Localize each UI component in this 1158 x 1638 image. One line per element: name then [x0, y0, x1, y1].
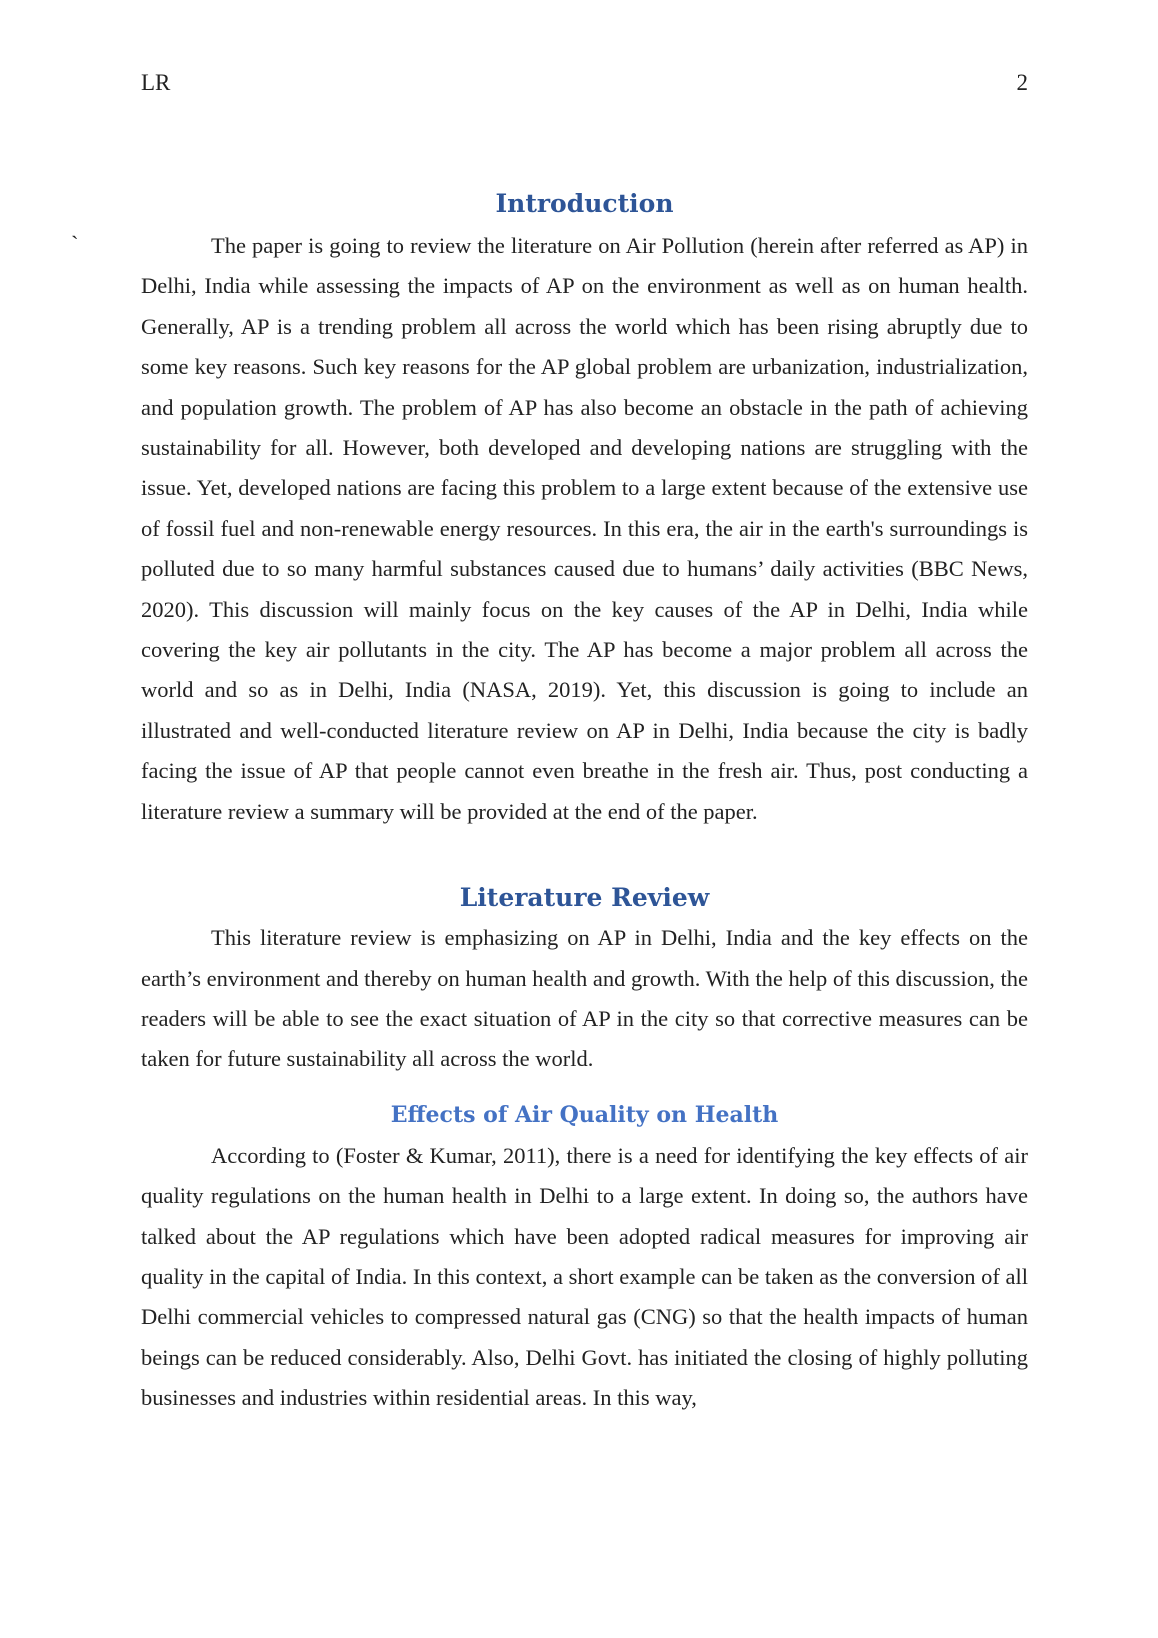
running-head: LR — [141, 70, 171, 95]
section-heading-literature-review: Literature Review — [459, 883, 710, 913]
effects-on-health-paragraph: According to (Foster & Kumar, 2011), there is a need for identifying the key effects of air quality regulations on the human health in Delhi to a large extent. In doing so, the authors have talked about the AP regulations which have been adopted radical measures for improving air quality in the capital of India. In this context, a short example can be taken as the conversion of all Delhi commercial vehicles to compressed natural gas (CNG) so that the health impacts of human beings can be reduced considerably. Also, Delhi Govt. has initiated the closing of highly polluting businesses and industries within residential areas. In this way, — [141, 1142, 1028, 1411]
introduction-text: The paper is going to review the literature on Air Pollution (herein after referred as AP) in Delhi, India while assessing the impacts of AP on the environment as well as on human health. Generally, AP is a trending problem all across the world which has been rising abruptly due to some key reasons. Such key reasons for the AP global problem are urbanization, industrialization, and population growth. The problem of AP has also become an obstacle in the path of achieving sustainability for all. However, both developed and developing nations are struggling with the issue. Yet, developed nations are facing this problem to a large extent because of the extensive use of fossil fuel and non-renewable energy resources. In this era, the air in the earth's surroundings is polluted due to so many harmful substances caused due to humans’ daily activities (BBC News, 2020). This discussion will mainly focus on the key causes of the AP in Delhi, India while covering the key air pollutants in the city. The AP has become a major problem all across the world and so as in Delhi, India (NASA, 2019). Yet, this discussion is going to include an illustrated and well-conducted literature review on AP in Delhi, India because the city is badly facing the issue of AP that people cannot even breathe in the fresh air. Thus, post conducting a literature review a summary will be provided at the end of the paper. — [141, 233, 1028, 824]
stray-backtick-mark: ` — [71, 231, 79, 256]
page-number: 2 — [1016, 70, 1028, 95]
introduction-paragraph — [71, 226, 1028, 832]
document-body — [71, 186, 1028, 1419]
literature-review-paragraph: This literature review is emphasizing on AP in Delhi, India and the key effects on the earth’s environment and thereby on human health and growth. With the help of this discussion, the readers will be able to see the exact situation of AP in the city so that corrective measures can be taken for future sustainability all across the world. — [141, 925, 1028, 1072]
subsection-heading-effects-on-health: Effects of Air Quality on Health — [390, 1101, 779, 1128]
section-heading-introduction: Introduction — [495, 189, 674, 218]
